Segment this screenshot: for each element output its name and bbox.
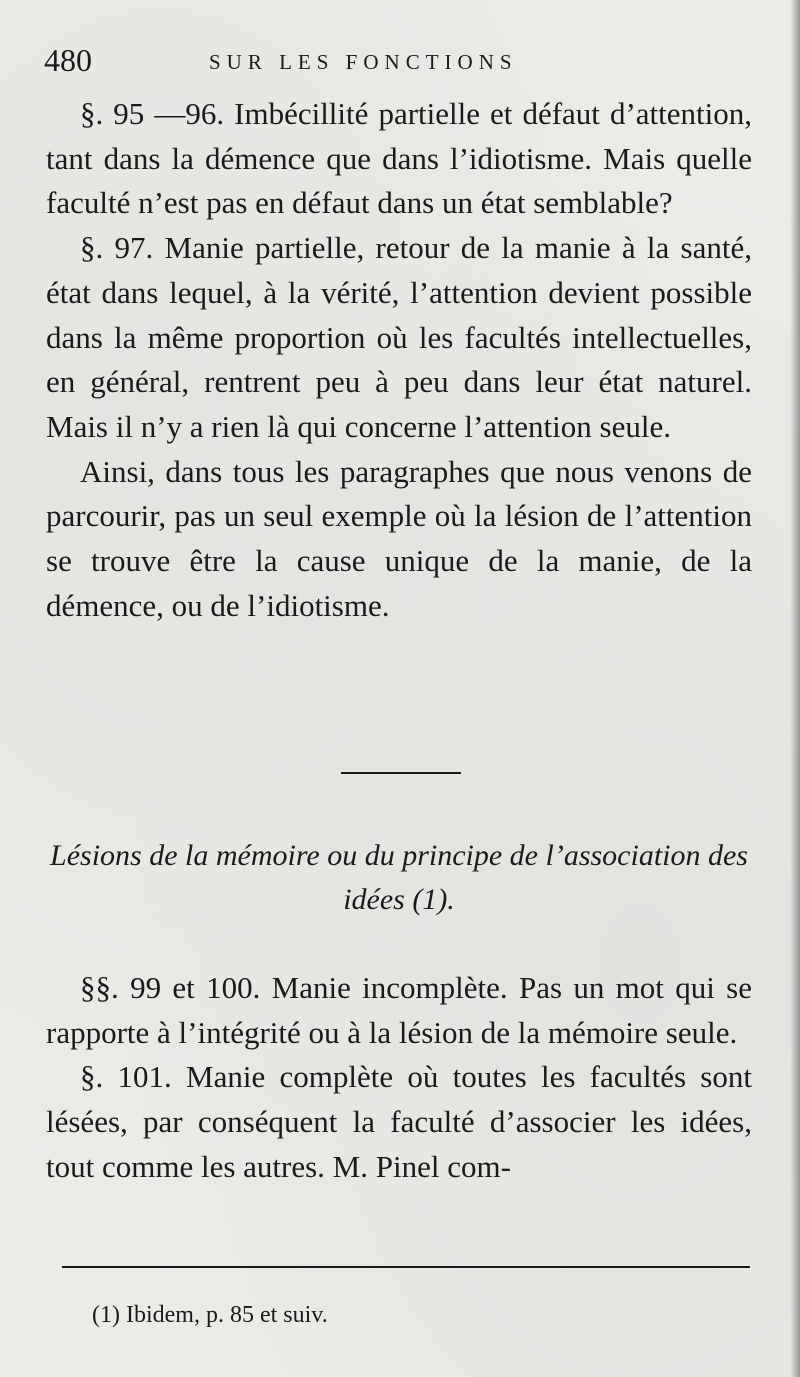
page-header xyxy=(44,42,744,86)
footnote-divider xyxy=(62,1266,750,1268)
page-edge-shadow xyxy=(790,0,800,1377)
paragraph-101: §. 101. Manie complète où toutes les facultés sont lésées, par conséquent la faculté d’associer les idées, tout comme les autres. M. Pinel com- xyxy=(46,1059,752,1184)
footnote: (1) Ibidem, p. 85 et suiv. xyxy=(92,1302,328,1328)
body-text-top xyxy=(46,92,752,628)
paragraph-99-100: §§. 99 et 100. Manie incomplète. Pas un mot qui se rapporte à l’intégrité ou à la lésion de la mémoire seule. xyxy=(46,970,752,1050)
section-divider xyxy=(341,772,461,774)
paragraph-ainsi: Ainsi, dans tous les paragraphes que nous venons de parcourir, pas un seul exemple où la lésion de l’attention se trouve être la cause unique de la manie, de la démence, ou de l’idiotisme. xyxy=(46,453,752,623)
running-head: SUR LES FONCTIONS xyxy=(209,50,518,74)
body-text-bottom xyxy=(46,966,752,1190)
paragraph-95-96: §. 95 —96. Imbécillité partielle et défaut d’attention, tant dans la démence que dans l’idiotisme. Mais quelle faculté n’est pas en défaut dans un état semblable? xyxy=(46,96,752,221)
section-heading: Lésions de la mémoire ou du principe de l’association des idées (1). xyxy=(50,839,748,916)
paragraph-97: §. 97. Manie partielle, retour de la manie à la santé, état dans lequel, à la vérité, l’attention devient possible dans la même proportion où les facultés intellectuelles, en général, rentrent peu à peu dans leur état naturel. Mais il n’y a rien là qui concerne l’attention seule. xyxy=(46,230,752,444)
page-number: 480 xyxy=(44,42,92,78)
